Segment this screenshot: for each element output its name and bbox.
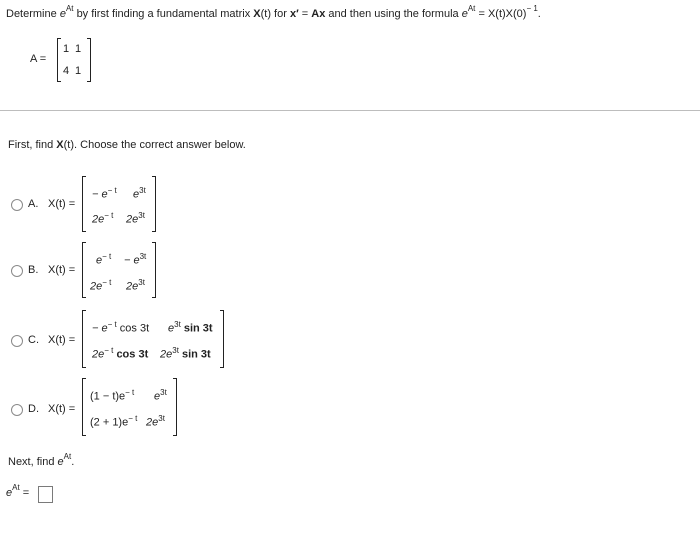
matrix-a-label: A =: [30, 53, 47, 65]
next-step-text: [8, 452, 75, 468]
answer-exp: At: [12, 483, 20, 492]
answer-eq: =: [19, 487, 30, 499]
next-exp: At: [63, 452, 72, 461]
option-a-letter[interactable]: A.: [28, 198, 39, 210]
statement-x-paren: (t) for: [260, 8, 287, 20]
question-X: X: [56, 139, 64, 151]
equals-sign: =: [298, 8, 312, 20]
matrix-a-left-bracket: [57, 38, 61, 82]
option-d-label: X(t) =: [48, 403, 76, 415]
e-symbol-2: e: [461, 8, 468, 20]
option-a-r1c2: $e^{3t}$: [133, 186, 146, 201]
option-c-r2c1: $2e^{- t}$ cos 3t: [92, 346, 149, 361]
option-b-r2c2: $2e^{3t}$: [126, 278, 145, 293]
question-text: [8, 139, 246, 151]
question-post: (t). Choose the correct answer below.: [63, 139, 246, 151]
answer-input[interactable]: [38, 486, 53, 503]
option-d-right-bracket: [173, 378, 177, 436]
problem-statement: [6, 4, 541, 20]
option-d-r2c1: $(2 + 1)e^{- t}$: [90, 414, 138, 429]
option-d-left-bracket: [82, 378, 86, 436]
matrix-X-symbol: X: [253, 8, 261, 20]
option-a-r2c2: $2e^{3t}$: [126, 211, 145, 226]
matrix-a-right-bracket: [87, 38, 91, 82]
inverse-exponent: − 1: [526, 4, 538, 13]
option-a-r2c1: $2e^{- t}$: [92, 211, 114, 226]
option-b-radio[interactable]: [11, 265, 23, 277]
option-d-radio[interactable]: [11, 404, 23, 416]
equals-sign-2: =: [475, 8, 488, 20]
option-a-left-bracket: [82, 176, 86, 232]
matrix-a-r1c2: 1: [75, 43, 82, 55]
option-b-left-bracket: [82, 242, 86, 298]
section-divider: [0, 110, 700, 111]
e-symbol: e: [59, 8, 66, 20]
question-pre: First, find: [8, 139, 57, 151]
option-c-radio[interactable]: [11, 335, 23, 347]
option-b-r1c2: − $e^{3t}$: [124, 252, 147, 267]
next-period: .: [71, 456, 75, 468]
option-d-r1c1: $(1 - t)e^{- t}$: [90, 388, 135, 403]
option-b-label: X(t) =: [48, 264, 76, 276]
Ax-symbol: Ax: [311, 8, 326, 20]
option-c-right-bracket: [220, 310, 224, 368]
answer-e: e: [6, 487, 13, 499]
option-c-r1c1: − $e^{- t}$ cos 3t: [92, 320, 150, 335]
option-b-right-bracket: [152, 242, 156, 298]
option-b-r2c1: $2e^{- t}$: [90, 278, 112, 293]
exponent-at: At: [65, 4, 74, 13]
formula: X(t)X(0): [487, 8, 527, 20]
statement-and-then: and then using the formula: [328, 8, 459, 20]
xprime-symbol: x′: [289, 8, 299, 20]
option-a-radio[interactable]: [11, 199, 23, 211]
option-c-r2c2: $2e^{3t}$ sin 3t: [160, 346, 211, 361]
option-d-r1c2: $e^{3t}$: [154, 388, 167, 403]
statement-mid: by first finding a fundamental matrix: [76, 8, 251, 20]
option-d-r2c2: $2e^{3t}$: [146, 414, 165, 429]
next-text: Next, find: [8, 456, 58, 468]
option-a-r1c1: − $e^{- t}$: [92, 186, 117, 201]
matrix-a-r2c2: 1: [75, 65, 82, 77]
option-c-label: X(t) =: [48, 334, 76, 346]
next-e: e: [57, 456, 64, 468]
option-b-letter[interactable]: B.: [28, 264, 39, 276]
option-b-r1c1: $e^{- t}$: [96, 252, 112, 267]
statement-pre: Determine: [6, 8, 57, 20]
option-c-letter[interactable]: C.: [28, 334, 39, 346]
option-d-letter[interactable]: D.: [28, 403, 39, 415]
option-c-left-bracket: [82, 310, 86, 368]
answer-label: [6, 483, 30, 499]
period: .: [537, 8, 541, 20]
exponent-at-2: At: [467, 4, 476, 13]
option-a-label: X(t) =: [48, 198, 76, 210]
matrix-a-r2c1: 4: [63, 65, 70, 77]
option-a-right-bracket: [152, 176, 156, 232]
option-c-r1c2: $e^{3t}$ sin 3t: [168, 320, 213, 335]
matrix-a-r1c1: 1: [63, 43, 70, 55]
